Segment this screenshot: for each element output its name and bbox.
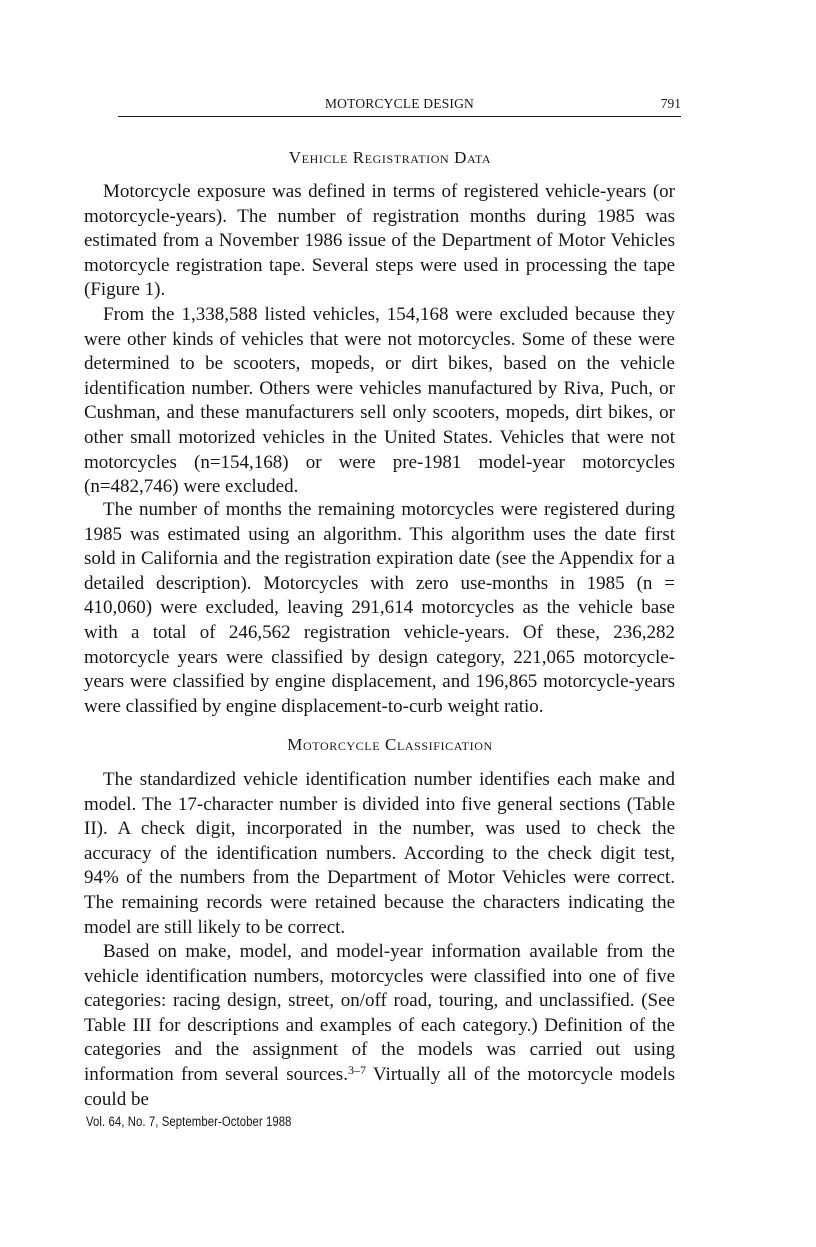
journal-issue-footer: Vol. 64, No. 7, September-October 1988 xyxy=(86,1114,292,1129)
paragraph-exposure-definition: Motorcycle exposure was defined in terms of registered vehicle-years (or motorcycle-years). The number of registration months during 1985 was estimated from a November 1986 issue of the Department of Motor Vehicles motorcycle registration tape. Several steps were used in processing the tape (Figure 1). xyxy=(84,181,675,301)
paragraph-excluded-vehicles: From the 1,338,588 listed vehicles, 154,168 were excluded because they were other kinds of vehicles that were not motorcycles. Some of these were determined to be scooters, mopeds, or dirt bikes, based on the vehicle identification number. Others were vehicles manufactured by Riva, Puch, or Cushman, and these manufacturers sell only scooters, mopeds, dirt bikes, or other small motorized vehicles in the United States. Vehicles that were not motorcycles (n=154,168) or were pre-1981 model-year motorcycles (n=482,746) were excluded. xyxy=(84,304,675,498)
citation-superscript: 3–7 xyxy=(347,1062,366,1077)
section-heading-vehicle-registration-data: Vehicle Registration Data xyxy=(288,148,492,167)
paragraph-registration-months: The number of months the remaining motorcycles were registered during 1985 was estimated using an algorithm. This algorithm uses the date first sold in California and the registration expiration date (see the Appendix for a detailed description). Motorcycles with zero use-months in 1985 (n = 410,060) were excluded, leaving 291,614 motorcycles as the vehicle base with a total of 246,562 registration vehicle-years. Of these, 236,282 motorcycle years were classified by design category, 221,065 motorcycle-years were classified by engine displacement, and 196,865 motorcycle-years were classified by engine displacement-to-curb weight ratio. xyxy=(84,499,675,717)
paragraph-vehicle-identification-number: The standardized vehicle identification number identifies each make and model. The 17-character number is divided into five general sections (Table II). A check digit, incorporated in the number, was used to check the accuracy of the identification numbers. According to the check digit test, 94% of the numbers from the Department of Motor Vehicles were correct. The remaining records were retained because the characters indicating the model are still likely to be correct. xyxy=(84,769,675,938)
running-title: MOTORCYCLE DESIGN xyxy=(324,96,475,111)
paragraph-classification-categories xyxy=(84,940,675,1112)
classification-text-continued: Virtually all of the motorcycle models could be xyxy=(84,1063,675,1110)
section-heading-motorcycle-classification: Motorcycle Classification xyxy=(287,735,493,754)
page-number: 791 xyxy=(660,96,681,111)
classification-text: Based on make, model, and model-year information available from the vehicle identification numbers, motorcycles were classified into one of five categories: racing design, street, on/off road, touring, and unclassified. (See Table III for descriptions and examples of each category.) Definition of the categories and the assignment of the models was carried out using information from several sources. xyxy=(84,941,675,1085)
running-head xyxy=(118,94,681,117)
